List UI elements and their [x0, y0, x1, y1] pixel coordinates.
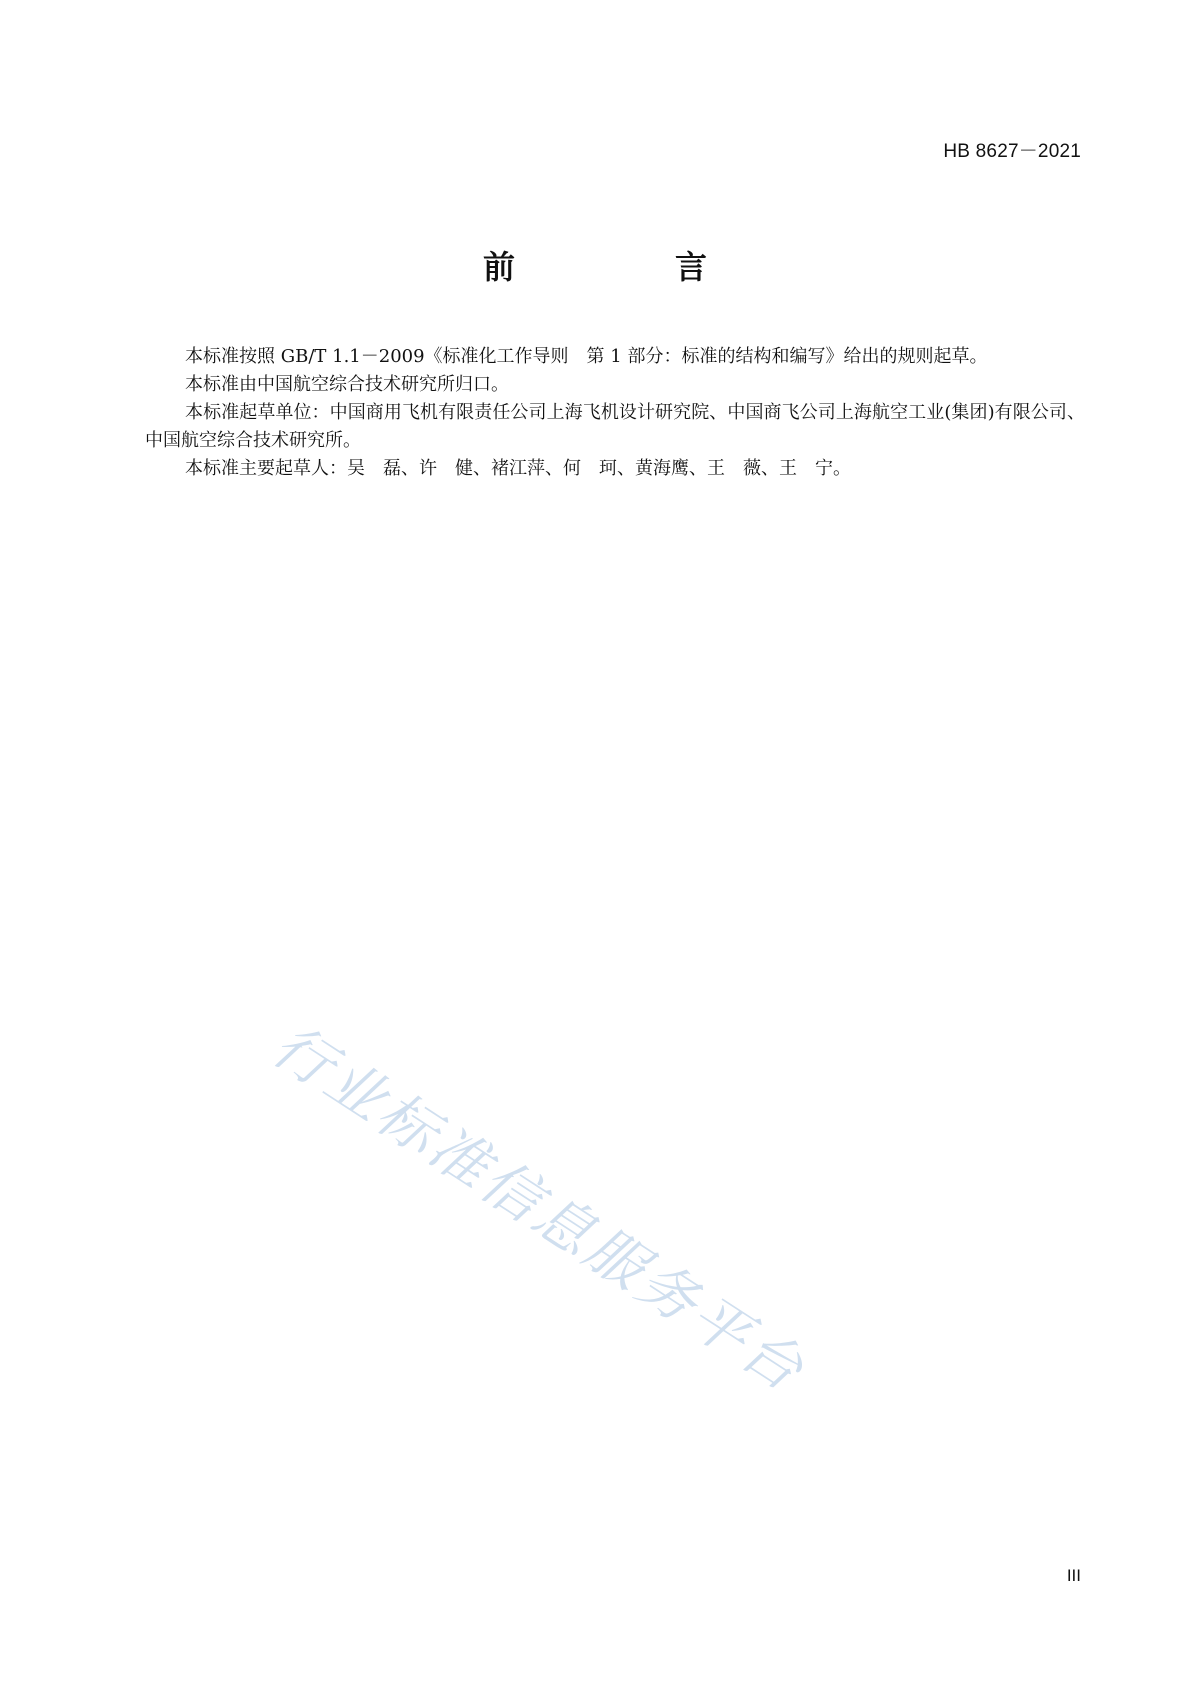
page-number: III — [1066, 1566, 1081, 1585]
foreword-body — [145, 343, 1085, 483]
paragraph-drafting-units: 本标准起草单位：中国商用飞机有限责任公司上海飞机设计研究院、中国商飞公司上海航空工业(集团)有限公司、中国航空综合技术研究所。 — [145, 402, 1085, 451]
paragraph-drafters: 本标准主要起草人：吴 磊、许 健、褚江萍、何 珂、黄海鹰、王 薇、王 宁。 — [185, 458, 851, 479]
paragraph-responsible-unit: 本标准由中国航空综合技术研究所归口。 — [185, 374, 509, 395]
page-title: 前 言 — [482, 248, 771, 286]
standard-number: HB 8627－2021 — [943, 141, 1081, 162]
paragraph-drafting-rules: 本标准按照 GB/T 1.1－2009《标准化工作导则 第 1 部分：标准的结构和编写》给出的规则起草。 — [185, 346, 988, 367]
watermark: 行业标准信息服务平台 — [260, 1010, 818, 1406]
